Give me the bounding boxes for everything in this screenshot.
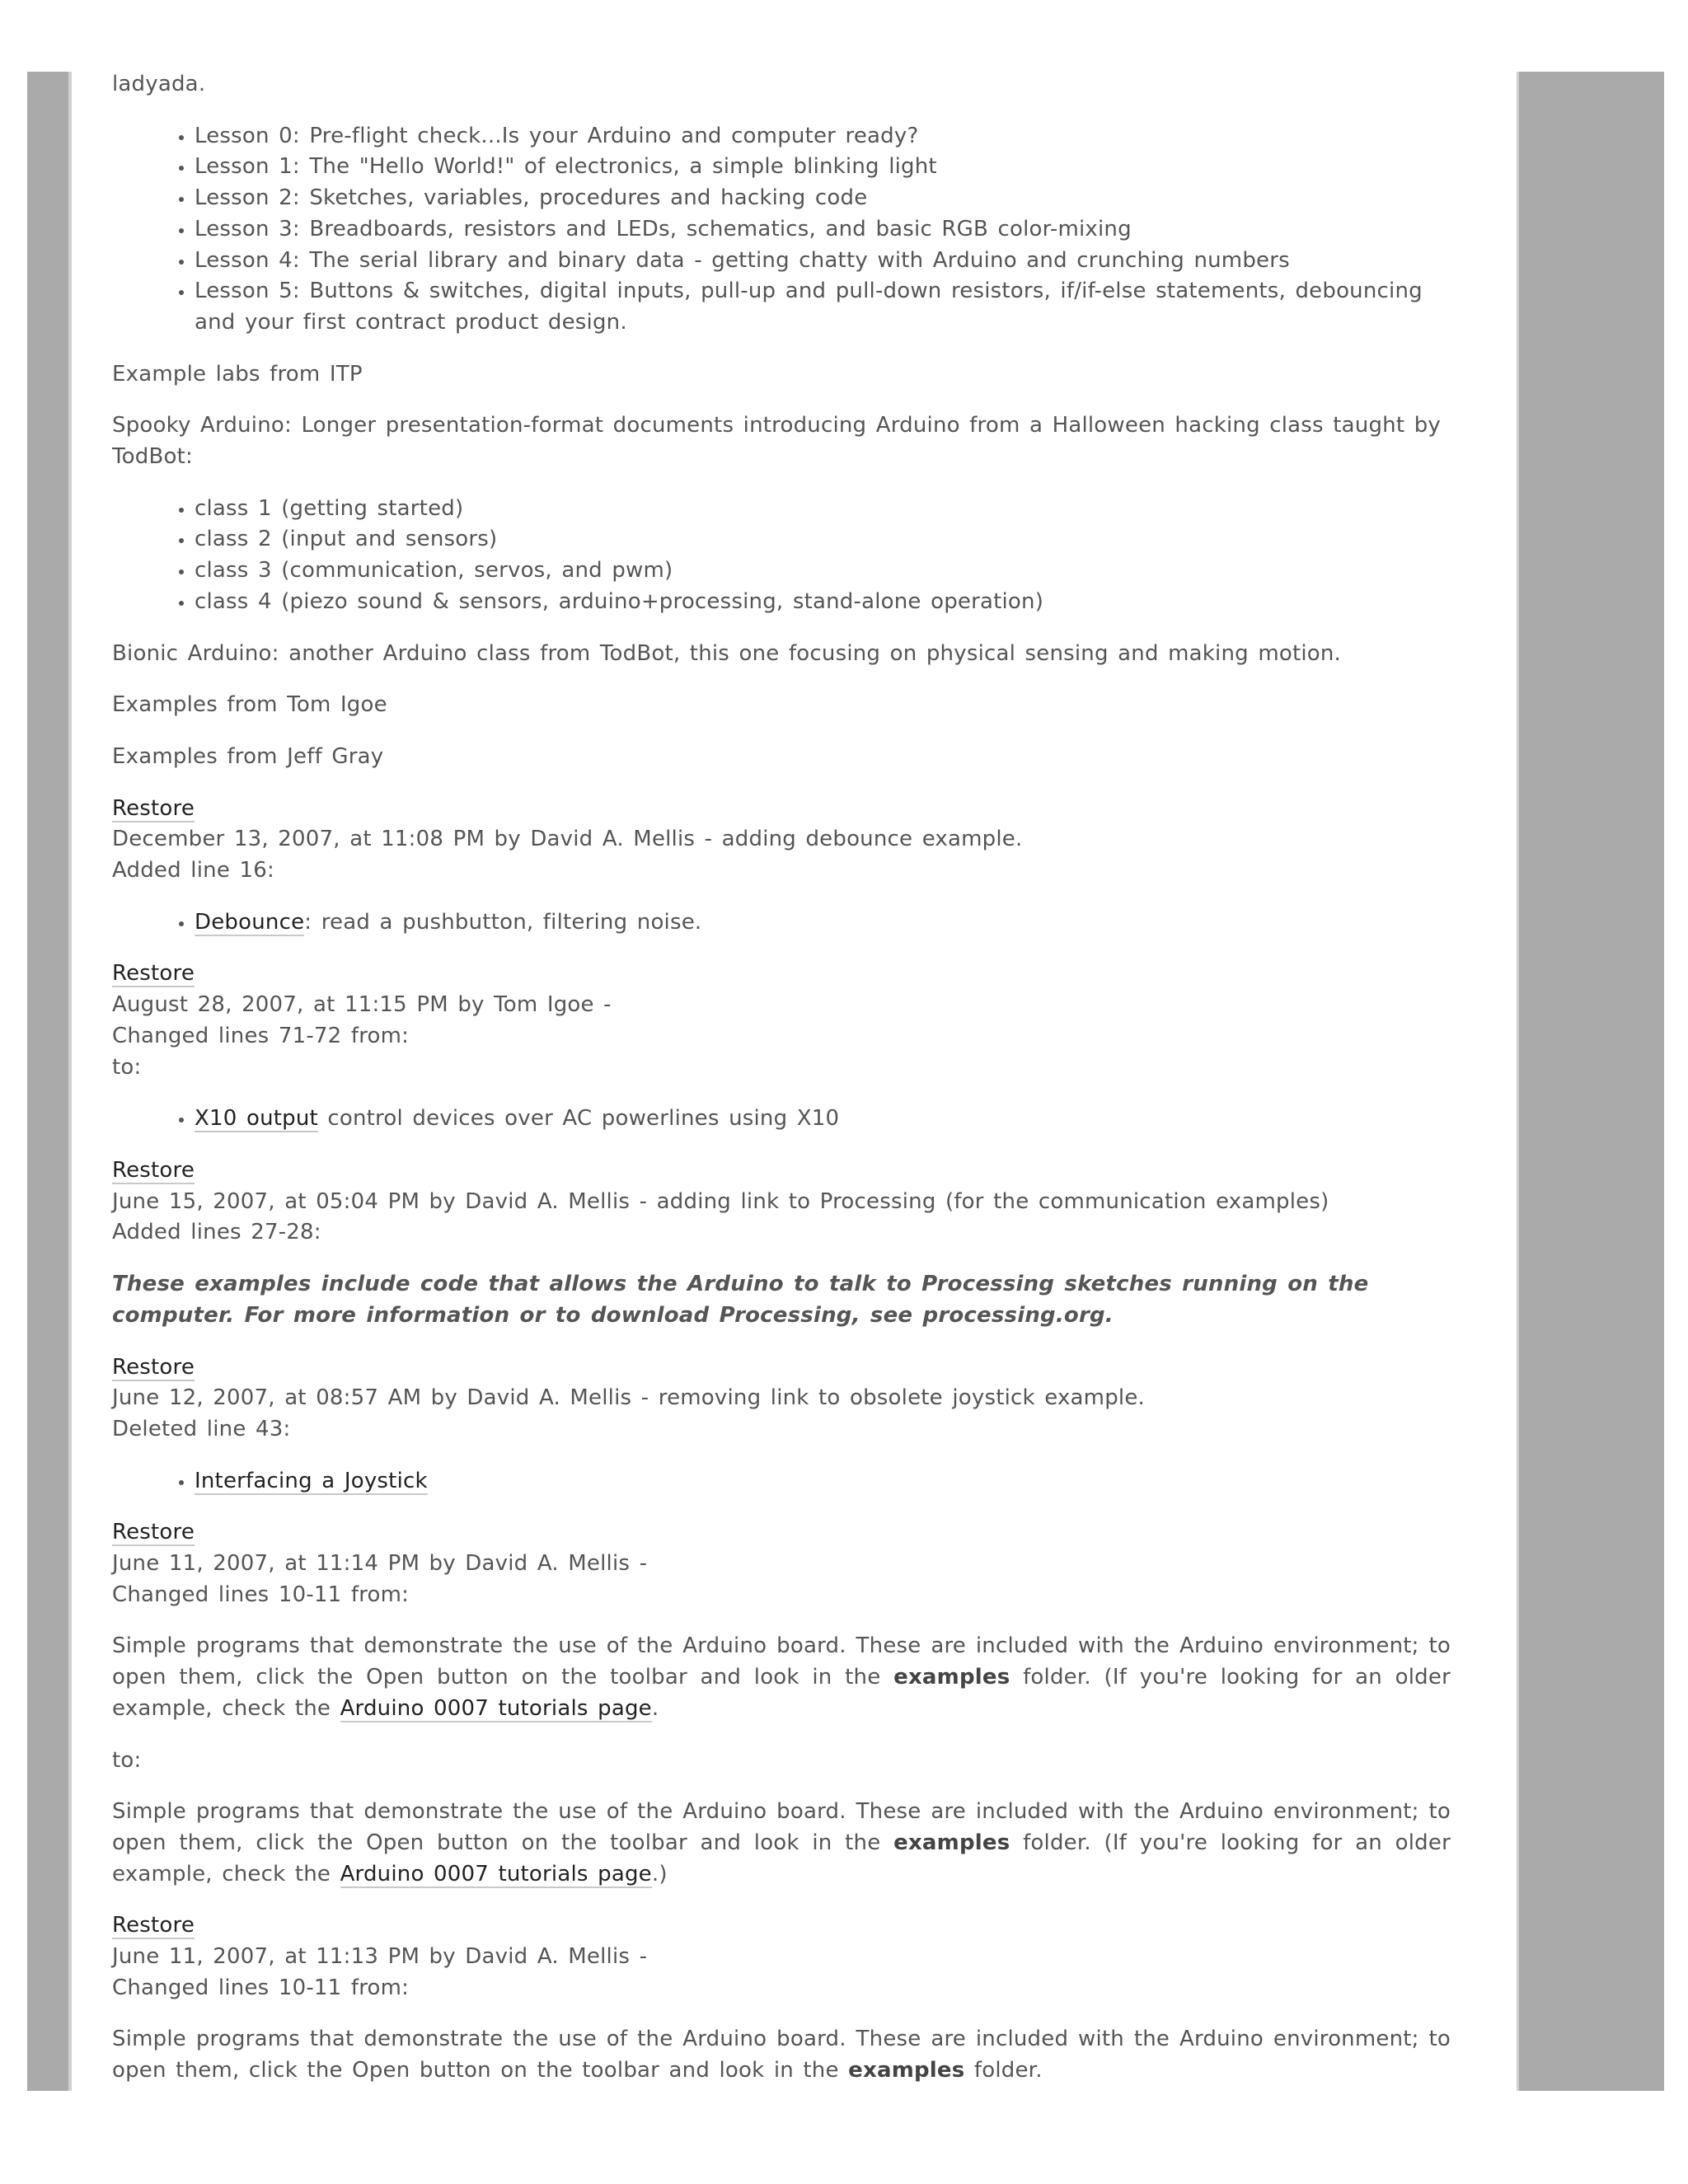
to-label: to: [112, 1747, 142, 1773]
revision-entry [112, 1517, 1451, 1610]
revision-change: Changed lines 71-72 from: [112, 1023, 410, 1048]
diff-item-text: control devices over AC powerlines using X10 [317, 1106, 840, 1132]
restore-link[interactable]: Restore [112, 1520, 195, 1545]
tutorials-page-link[interactable]: Arduino 0007 tutorials page [340, 1861, 652, 1886]
revision-header: June 12, 2007, at 08:57 AM by David A. Mellis - removing link to obsolete joystick example. [112, 1385, 1145, 1411]
paragraph-text: folder. (If you're looking for an older example, check the [112, 1665, 1451, 1721]
left-sidebar-bar [27, 72, 72, 2091]
revision-change: Added lines 27-28: [112, 1220, 321, 1245]
processing-note: These examples include code that allows the Arduino to talk to Processing sketches running on the computer. For more information or to download Processing, see processing.org. [112, 1272, 1369, 1328]
lesson-item: • Lesson 5: Buttons & switches, digital inputs, pull-up and pull-down resistors, if/if-else statements, debouncing and your first contract product design. [195, 276, 1451, 338]
revision-change: Changed lines 10-11 from: [112, 1582, 410, 1607]
revision-diff-list [112, 907, 1451, 939]
debounce-link[interactable]: Debounce [195, 909, 305, 935]
class-item: • class 2 (input and sensors) [195, 524, 1451, 555]
revision-change: Changed lines 10-11 from: [112, 1975, 410, 2000]
class-item: • class 1 (getting started) [195, 494, 1451, 525]
spooky-class-list [112, 494, 1451, 618]
ladyada-lesson-list [112, 121, 1451, 339]
class-item: • class 4 (piezo sound & sensors, arduino+processing, stand-alone operation) [195, 587, 1451, 618]
restore-link[interactable]: Restore [112, 795, 195, 821]
lesson-item: • Lesson 3: Breadboards, resistors and LEDs, schematics, and basic RGB color-mixing [195, 214, 1451, 246]
revision-entry [112, 794, 1451, 887]
intro-tail: ladyada. [112, 72, 206, 96]
revision-diff-list [112, 1104, 1451, 1135]
diff-item [195, 907, 1451, 939]
paragraph-text: Simple programs that demonstrate the use of the Arduino board. These are included with the Arduino environment; to open them, click the Open button on the toolbar and look in the [112, 1633, 1451, 1690]
itp-labs-text: Example labs from ITP [112, 361, 363, 387]
revision-entry [112, 1155, 1451, 1249]
right-sidebar-bar [1517, 72, 1664, 2091]
paragraph-text: . [651, 1695, 659, 1721]
to-paragraph [112, 1797, 1451, 1890]
lesson-item: • Lesson 1: The "Hello World!" of electronics, a simple blinking light [195, 152, 1451, 183]
lesson-item: • Lesson 0: Pre-flight check...Is your Arduino and computer ready? [195, 121, 1451, 152]
examples-bold: examples [848, 2058, 965, 2083]
revision-entry [112, 1910, 1451, 2004]
paragraph-text: .) [651, 1861, 668, 1886]
from-paragraph [112, 1631, 1451, 1724]
paragraph-text: folder. [964, 2058, 1043, 2083]
revision-header: June 11, 2007, at 11:14 PM by David A. Mellis - [112, 1551, 648, 1577]
paragraph-text: folder. (If you're looking for an older example, check the [112, 1830, 1451, 1886]
paragraph-text: Simple programs that demonstrate the use of the Arduino board. These are included with the Arduino environment; to open them, click the Open button on the toolbar and look in the [112, 2027, 1451, 2083]
x10-output-link[interactable]: X10 output [195, 1106, 318, 1132]
joystick-link[interactable]: Interfacing a Joystick [195, 1468, 428, 1493]
examples-bold: examples [893, 1665, 1010, 1690]
examples-bold: examples [893, 1830, 1010, 1855]
revision-diff-list [112, 1466, 1451, 1497]
revision-header: June 15, 2007, at 05:04 PM by David A. Mellis - adding link to Processing (for the communication examples) [112, 1188, 1329, 1214]
diff-item [195, 1104, 1451, 1135]
revision-entry [112, 1352, 1451, 1446]
revision-header: August 28, 2007, at 11:15 PM by Tom Igoe - [112, 992, 612, 1018]
tutorials-page-link[interactable]: Arduino 0007 tutorials page [340, 1695, 652, 1721]
from-paragraph [112, 2024, 1451, 2086]
restore-link[interactable]: Restore [112, 961, 195, 987]
to-label: to: [112, 1054, 142, 1080]
class-item: • class 3 (communication, servos, and pwm) [195, 555, 1451, 587]
restore-link[interactable]: Restore [112, 1354, 195, 1380]
revision-entry [112, 958, 1451, 1083]
revision-header: December 13, 2007, at 11:08 PM by David A. Mellis - adding debounce example. [112, 827, 1023, 852]
restore-link[interactable]: Restore [112, 1913, 195, 1938]
revision-change: Added line 16: [112, 858, 274, 883]
page-content [112, 69, 1451, 2107]
lesson-item: • Lesson 2: Sketches, variables, procedures and hacking code [195, 183, 1451, 214]
bionic-arduino-text: Bionic Arduino: another Arduino class from TodBot, this one focusing on physical sensing and making motion. [112, 640, 1342, 666]
diff-item-text: : read a pushbutton, filtering noise. [304, 909, 702, 935]
restore-link[interactable]: Restore [112, 1157, 195, 1183]
revision-change: Deleted line 43: [112, 1416, 291, 1441]
jeff-gray-text: Examples from Jeff Gray [112, 743, 384, 769]
lesson-item: • Lesson 4: The serial library and binary data - getting chatty with Arduino and crunching numbers [195, 246, 1451, 277]
diff-item [195, 1466, 1451, 1497]
revision-header: June 11, 2007, at 11:13 PM by David A. Mellis - [112, 1944, 648, 1970]
spooky-arduino-text: Spooky Arduino: Longer presentation-format documents introducing Arduino from a Halloween hacking class taught by TodBot: [112, 413, 1441, 470]
paragraph-text: Simple programs that demonstrate the use of the Arduino board. These are included with the Arduino environment; to open them, click the Open button on the toolbar and look in the [112, 1799, 1451, 1855]
tom-igoe-text: Examples from Tom Igoe [112, 692, 387, 718]
